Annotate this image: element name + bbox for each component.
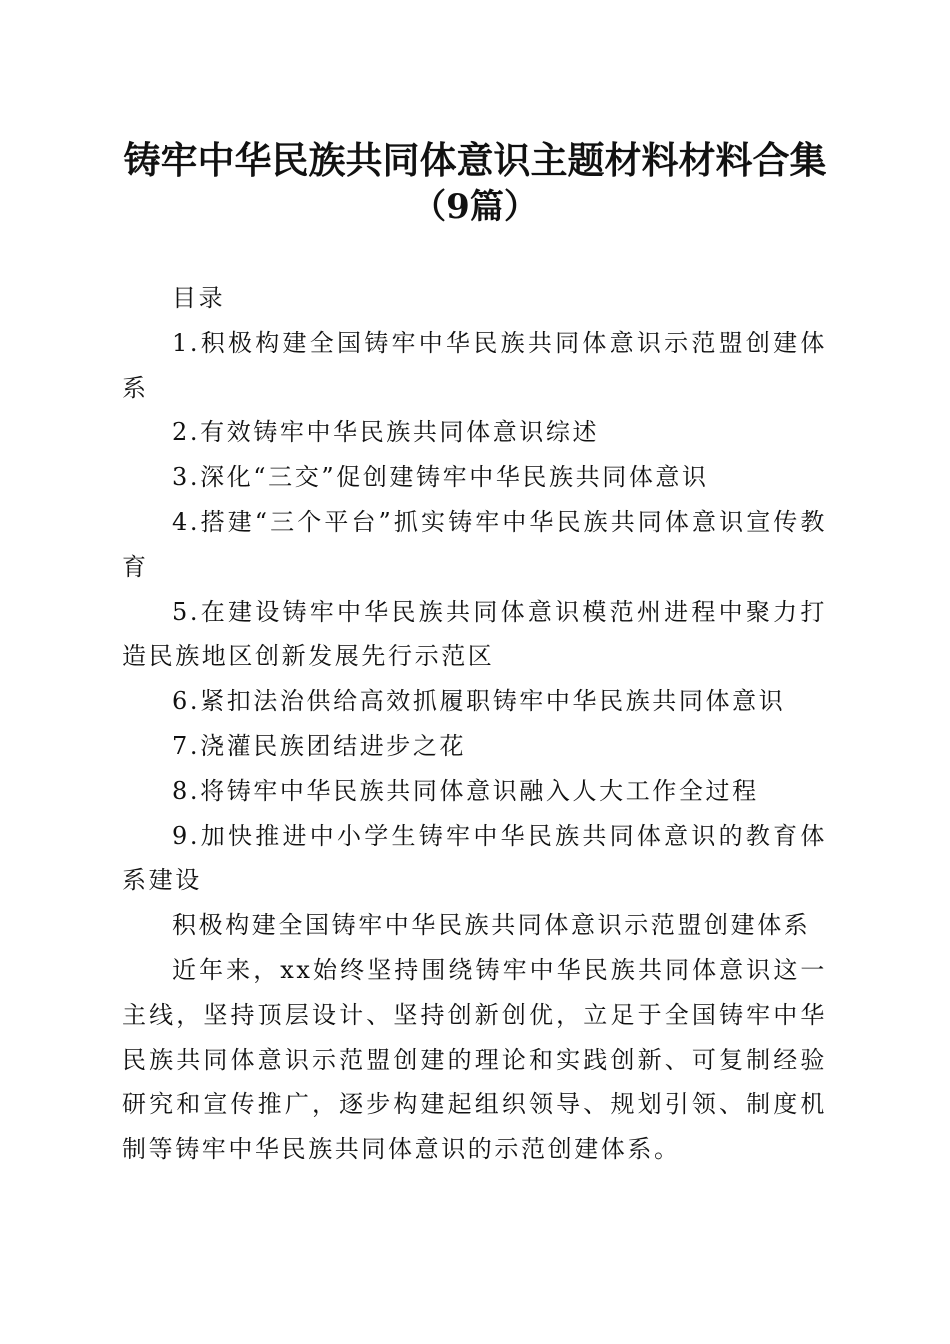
toc-item: 9.加快推进中小学生铸牢中华民族共同体意识的教育体系建设: [122, 821, 827, 895]
document-title-count: （9篇）: [412, 187, 538, 227]
document-title: 铸牢中华民族共同体意识主题材料材料合集: [123, 138, 827, 182]
toc-heading: 目录: [172, 284, 226, 312]
toc-item: 2.有效铸牢中华民族共同体意识综述: [172, 418, 600, 447]
body-paragraph: 近年来，xx始终坚持围绕铸牢中华民族共同体意识这一主线，坚持顶层设计、坚持创新创优，立足于全国铸牢中华民族共同体意识示范盟创建的理论和实践创新、可复制经验研究和宣传推广，逐步构建起组织领导、规划引领、制度机制等铸牢中华民族共同体意识的示范创建体系。: [122, 955, 827, 1164]
toc-item: 1.积极构建全国铸牢中华民族共同体意识示范盟创建体系: [122, 328, 827, 402]
toc-item: 7.浇灌民族团结进步之花: [172, 731, 467, 760]
document-body: [122, 276, 827, 1172]
toc-item: 4.搭建“三个平台”抓实铸牢中华民族共同体意识宣传教育: [122, 507, 827, 581]
toc-item: 6.紧扣法治供给高效抓履职铸牢中华民族共同体意识: [172, 687, 786, 716]
toc-item: 5.在建设铸牢中华民族共同体意识模范州进程中聚力打造民族地区创新发展先行示范区: [122, 597, 827, 671]
toc-item: 3.深化“三交”促创建铸牢中华民族共同体意识: [172, 463, 709, 492]
toc-item: 8.将铸牢中华民族共同体意识融入人大工作全过程: [172, 776, 759, 805]
section-title: 积极构建全国铸牢中华民族共同体意识示范盟创建体系: [172, 911, 811, 940]
